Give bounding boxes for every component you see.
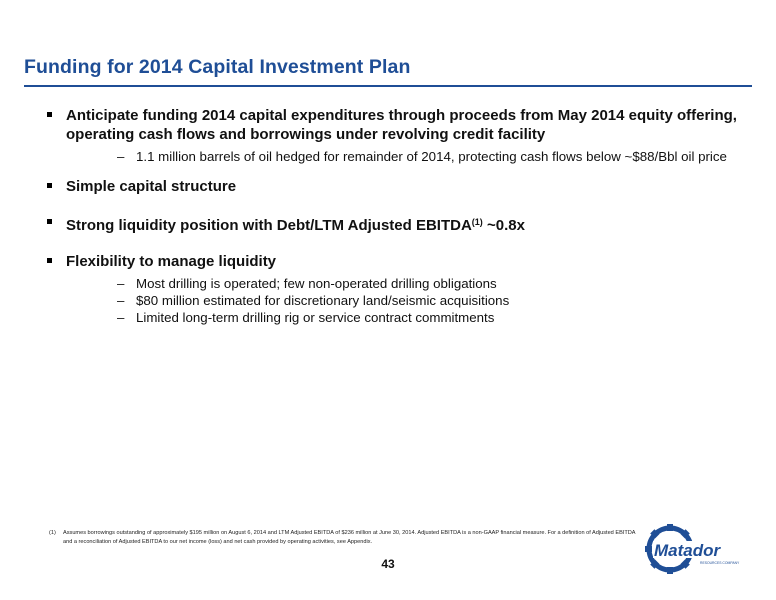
logo-wordmark: Matador — [654, 541, 721, 560]
bullet-text-main: Strong liquidity position with Debt/LTM Adjusted EBITDA — [66, 217, 472, 234]
sub-bullet-text: Most drilling is operated; few non-operated drilling obligations — [136, 276, 497, 291]
square-bullet-icon — [47, 183, 52, 188]
bullet-text: Simple capital structure — [66, 178, 237, 195]
sub-bullet — [66, 148, 764, 165]
bullet-text-ratio: ~0.8x — [482, 217, 525, 234]
sub-bullet-text: 1.1 million barrels of oil hedged for remainder of 2014, protecting cash flows below ~$88/Bbl oil price — [136, 149, 727, 164]
dash-icon: – — [117, 310, 125, 325]
page-number: 43 — [381, 557, 395, 571]
bullet-liquidity-position — [24, 213, 764, 235]
slide-title: Funding for 2014 Capital Investment Plan — [24, 56, 411, 78]
logo-tagline: RESOURCES COMPANY — [700, 561, 740, 565]
footnote-text: Assumes borrowings outstanding of approximately $195 million on August 6, 2014 and LTM Adjusted EBITDA of $236 million at June 30, 2014. Adjusted EBITDA is a non-GAAP financial measure. For a definition of Adjusted EBITDA and a reconciliation of Adjusted EBITDA to our net income (loss) and net cash provided by operating activities, see Appendix. — [63, 530, 636, 545]
bullet-capital-structure — [24, 177, 764, 196]
square-bullet-icon — [47, 258, 52, 263]
sub-bullet — [66, 292, 764, 309]
sub-bullet — [66, 275, 764, 292]
dash-icon: – — [117, 149, 125, 164]
dash-icon: – — [117, 276, 125, 291]
dash-icon: – — [117, 293, 125, 308]
bullet-flexibility — [24, 252, 764, 326]
footnote — [49, 529, 639, 546]
bullet-text: Flexibility to manage liquidity — [66, 253, 277, 270]
title-divider — [24, 85, 752, 87]
matador-logo-icon — [645, 524, 750, 574]
bullet-text: Anticipate funding 2014 capital expenditures through proceeds from May 2014 equity offering, operating cash flows and borrowings under revolving credit facility — [66, 107, 737, 143]
bullet-text — [66, 213, 764, 235]
sub-bullet-text: $80 million estimated for discretionary land/seismic acquisitions — [136, 293, 510, 308]
bullet-funding — [24, 106, 764, 165]
square-bullet-icon — [47, 112, 52, 117]
bullet-list — [24, 106, 764, 326]
square-bullet-icon — [47, 219, 52, 224]
sub-bullet — [66, 309, 764, 326]
footnote-number: (1) — [49, 530, 56, 536]
footnote-ref: (1) — [471, 217, 483, 227]
sub-bullet-text: Limited long-term drilling rig or service contract commitments — [136, 310, 495, 325]
